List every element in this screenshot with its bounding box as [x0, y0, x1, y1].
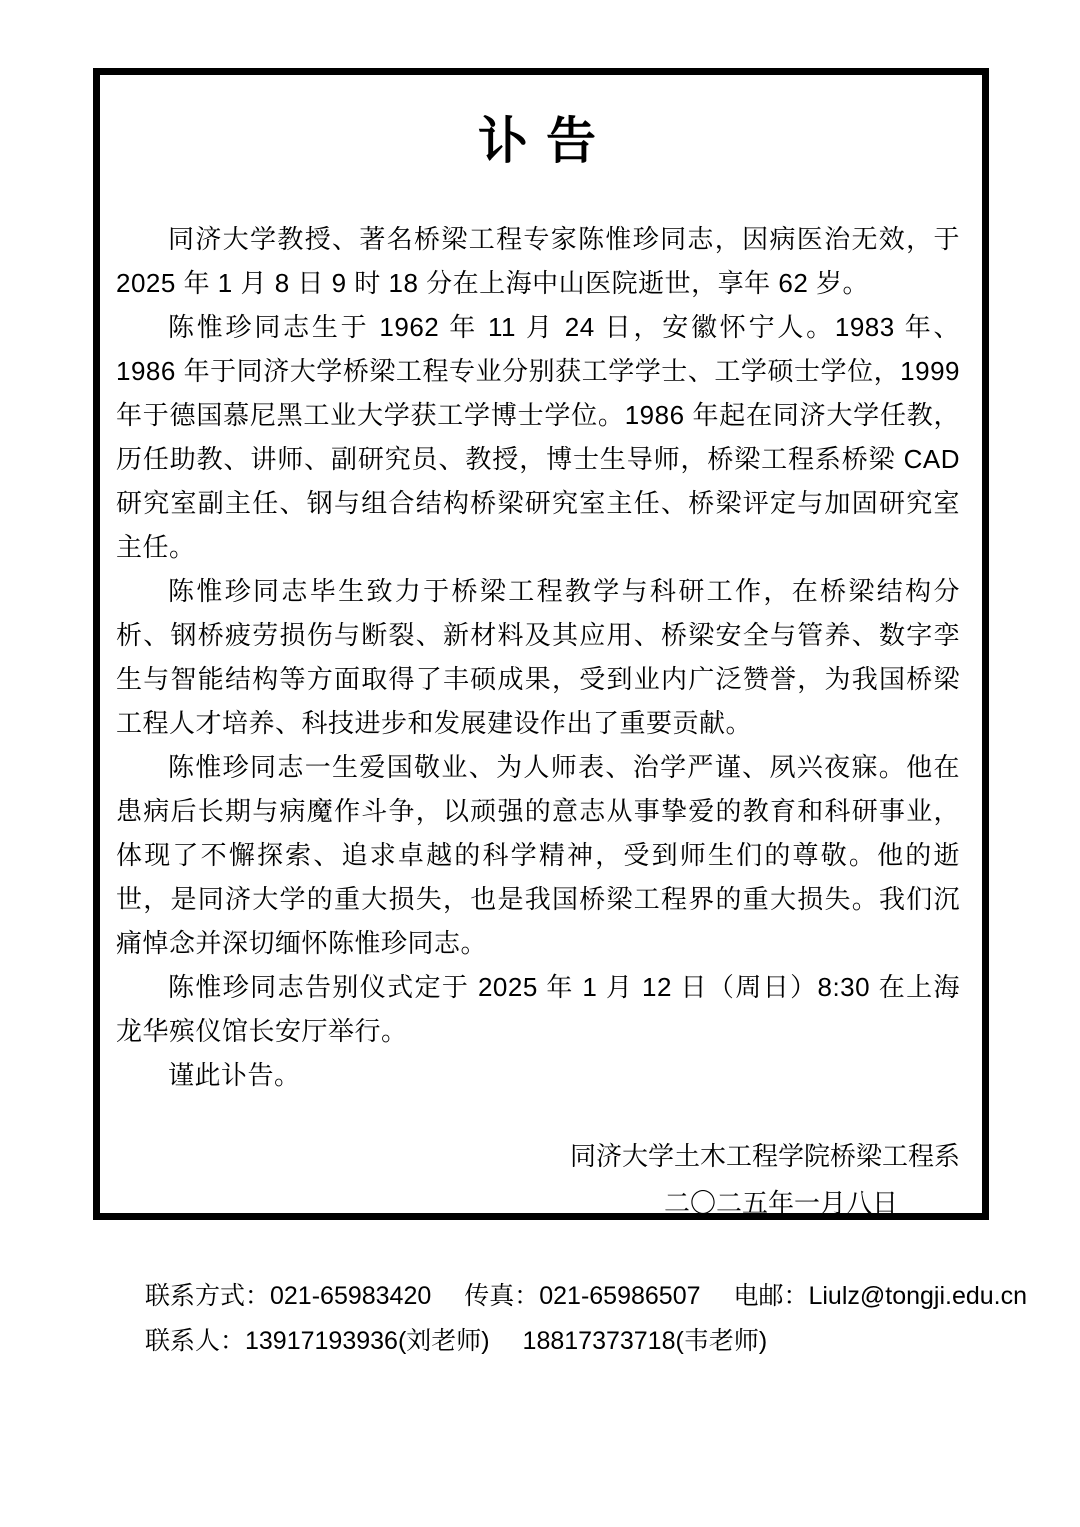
notice-paragraph-farewell-ceremony: 陈惟珍同志告别仪式定于 2025 年 1 月 12 日（周日）8:30 在上海龙华殡仪馆长安厅举行。: [116, 972, 960, 1046]
signature-date: 二〇二五年一月八日: [663, 1188, 898, 1218]
signature-block: [116, 1133, 960, 1227]
notice-paragraph-character: 陈惟珍同志一生爱国敬业、为人师表、治学严谨、夙兴夜寐。他在患病后长期与病魔作斗争，以顽强的意志从事挚爱的教育和科研事业，体现了不懈探索、追求卓越的科学精神，受到师生们的尊敬。他的逝世，是同济大学的重大损失，也是我国桥梁工程界的重大损失。我们沉痛悼念并深切缅怀陈惟珍同志。: [116, 752, 960, 958]
notice-body: [116, 217, 960, 1097]
notice-paragraph-achievements: 陈惟珍同志毕生致力于桥梁工程教学与科研工作，在桥梁结构分析、钢桥疲劳损伤与断裂、新材料及其应用、桥梁安全与管养、数字孪生与智能结构等方面取得了丰硕成果，受到业内广泛赞誉，为我国桥梁工程人才培养、科技进步和发展建设作出了重要贡献。: [116, 576, 960, 738]
contact-email: 电邮：Liulz@tongji.edu.cn: [733, 1282, 1028, 1310]
page-title: 讣 告: [478, 113, 598, 169]
contact-person-wei: 18817373718(韦老师): [522, 1327, 768, 1355]
contact-block: [145, 1274, 1027, 1364]
notice-border-box: [93, 68, 989, 1220]
notice-paragraph-closing: 谨此讣告。: [168, 1060, 301, 1090]
signature-organization: 同济大学土木工程学院桥梁工程系: [569, 1141, 960, 1171]
contact-line-2: [145, 1319, 1027, 1364]
contact-phone: 联系方式：021-65983420: [145, 1282, 432, 1310]
notice-paragraph-biography: 陈惟珍同志生于 1962 年 11 月 24 日，安徽怀宁人。1983 年、1986 年于同济大学桥梁工程专业分别获工学学士、工学硕士学位，1999 年于德国慕尼黑工业大学获工学博士学位。1986 年起在同济大学任教，历任助教、讲师、副研究员、教授，博士生导师，桥梁工程系桥梁 CAD 研究室副主任、钢与组合结构桥梁研究室主任、桥梁评定与加固研究室主任。: [116, 312, 960, 562]
contact-person-liu: 联系人：13917193936(刘老师): [145, 1327, 490, 1355]
notice-paragraph-death-announcement: 同济大学教授、著名桥梁工程专家陈惟珍同志，因病医治无效，于 2025 年 1 月 8 日 9 时 18 分在上海中山医院逝世，享年 62 岁。: [116, 224, 960, 298]
contact-fax: 传真：021-65986507: [464, 1282, 701, 1310]
contact-line-1: [145, 1274, 1027, 1319]
